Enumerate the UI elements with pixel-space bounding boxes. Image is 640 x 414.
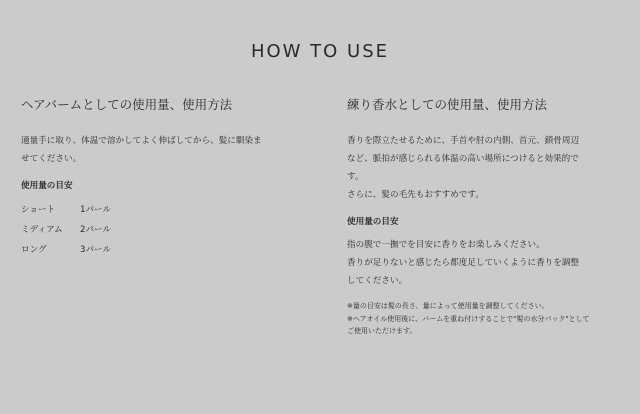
hair-length-label: ロング	[21, 245, 47, 255]
description-line: など、脈拍が感じられる体温の高い場所につけると効果的で	[347, 154, 579, 164]
description-line: さらに、髪の毛先もおすすめです。	[347, 190, 484, 200]
note-line: ※ヘアオイル使用後に、バームを重ね付けすることで"髪の水分パック"として	[347, 314, 590, 323]
hair-balm-section	[21, 96, 301, 260]
hair-balm-description	[21, 132, 301, 168]
guide-line: 香りが足りないと感じたら都度足していくように香りを調整	[347, 258, 580, 268]
hair-length-label: ショート	[21, 205, 56, 215]
solid-perfume-description	[347, 132, 615, 204]
amount-value: 3パール	[80, 245, 112, 255]
solid-perfume-section	[347, 96, 615, 338]
note-line: ご使用いただけます。	[347, 327, 417, 335]
guide-line: 指の腹で一撫でを目安に香りをお楽しみください。	[347, 240, 545, 250]
usage-guide-row	[21, 200, 301, 220]
amount-value: 1パール	[80, 205, 112, 215]
description-line: せてください。	[21, 154, 82, 164]
description-line: 適量手に取り、体温で溶かしてよく伸ばしてから、髪に馴染ま	[21, 136, 262, 146]
usage-guide-table	[21, 200, 301, 260]
usage-guide-row	[21, 240, 301, 260]
usage-guide-text	[347, 236, 615, 290]
notes	[347, 300, 615, 338]
hair-length-label: ミディアム	[21, 225, 63, 235]
amount-value: 2パール	[80, 225, 112, 235]
usage-guide-title: 使用量の目安	[21, 181, 73, 191]
hair-balm-heading: ヘアバームとしての使用量、使用方法	[21, 97, 233, 112]
solid-perfume-heading: 練り香水としての使用量、使用方法	[347, 97, 548, 112]
page-title: HOW TO USE	[250, 41, 390, 62]
description-line: 香りを際立たせるために、手首や肘の内側、首元、鎖骨周辺	[347, 136, 580, 146]
description-line: す。	[347, 172, 364, 182]
usage-guide-row	[21, 220, 301, 240]
usage-guide-title: 使用量の目安	[347, 217, 399, 227]
guide-line: してください。	[347, 276, 408, 286]
note-line: ※量の目安は髪の長さ、量によって使用量を調整してください。	[347, 302, 549, 310]
